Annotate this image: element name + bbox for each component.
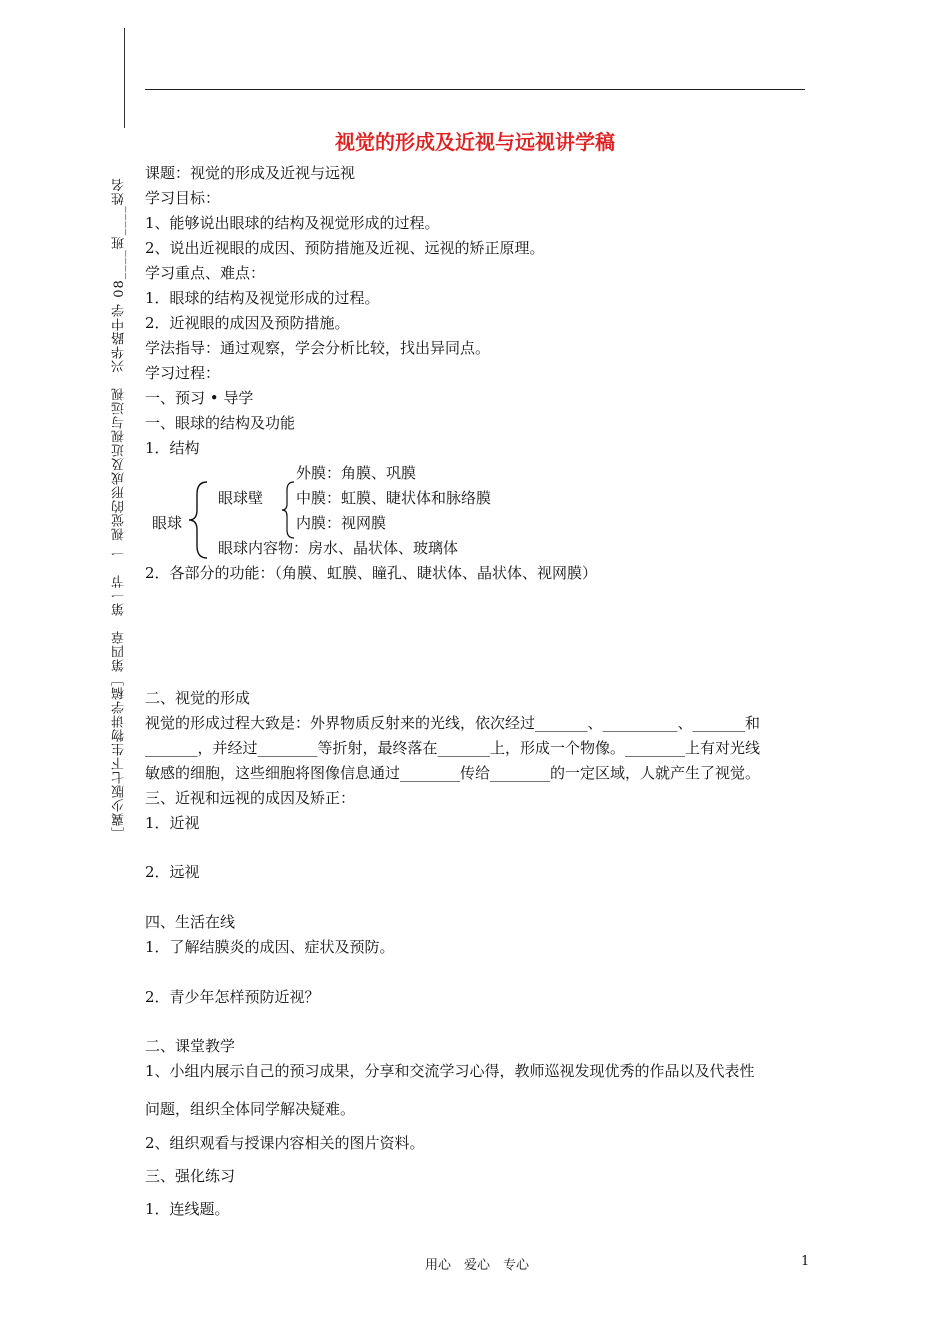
section-heading: 一、眼球的结构及功能 [145, 414, 296, 432]
key-point-item: 2．近视眼的成因及预防措施。 [145, 314, 350, 332]
vision-text-line: _______，并经过________等折射，最终落在_______上，形成一个物像。________上有对光线 [145, 739, 761, 757]
diagram-contents: 眼球内容物：房水、晶状体、玻璃体 [218, 539, 459, 557]
structure-label: 1．结构 [145, 439, 200, 457]
hyperopia-label: 2．远视 [145, 863, 200, 881]
section-heading: 三、强化练习 [145, 1167, 236, 1185]
process-heading: 学习过程： [145, 364, 221, 382]
class-item-continued: 问题，组织全体同学解决疑难。 [145, 1100, 356, 1118]
vision-text-line: 敏感的细胞，这些细胞将图像信息通过________传给________的一定区域，人就产生了视觉。 [145, 764, 761, 782]
myopia-label: 1．近视 [145, 814, 200, 832]
diagram-outer-layer: 外膜：角膜、巩膜 [296, 464, 417, 482]
binding-margin-label: ［冀少版七下生物讲学稿］第四章 第一节 一 视觉的形成及近视与远视 兴华路中学 08____班____姓名 [112, 177, 127, 840]
preview-heading: 一、预习 • 导学 [145, 389, 254, 407]
method-line: 学法指导：通过观察，学会分析比较，找出异同点。 [145, 339, 491, 357]
topic-line: 课题：视觉的形成及近视与远视 [145, 164, 356, 182]
goals-heading: 学习目标： [145, 189, 221, 207]
section-heading: 二、视觉的形成 [145, 689, 251, 707]
key-points-heading: 学习重点、难点： [145, 264, 266, 282]
binding-margin-text [108, 120, 132, 840]
binding-rule [124, 28, 125, 128]
diagram-wall-label: 眼球壁 [218, 489, 264, 507]
vision-text-line: 视觉的形成过程大致是：外界物质反射来的光线，依次经过_______、__________、_______和 [145, 714, 761, 732]
header-rule [145, 89, 805, 90]
diagram-inner-layer: 内膜：视网膜 [296, 514, 387, 532]
section-heading: 三、近视和远视的成因及矫正： [145, 789, 356, 807]
page-title: 视觉的形成及近视与远视讲学稿 [335, 130, 615, 154]
diagram-middle-layer: 中膜：虹膜、睫状体和脉络膜 [296, 489, 492, 507]
life-item: 1．了解结膜炎的成因、症状及预防。 [145, 938, 395, 956]
brace-icon [187, 480, 211, 560]
practice-item: 1．连线题。 [145, 1200, 230, 1218]
key-point-item: 1．眼球的结构及视觉形成的过程。 [145, 289, 380, 307]
goal-item: 2、说出近视眼的成因、预防措施及近视、远视的矫正原理。 [145, 239, 545, 257]
section-heading: 四、生活在线 [145, 913, 236, 931]
section-heading: 二、课堂教学 [145, 1037, 236, 1055]
goal-item: 1、能够说出眼球的结构及视觉形成的过程。 [145, 214, 440, 232]
functions-line: 2．各部分的功能：（角膜、虹膜、瞳孔、睫状体、晶状体、视网膜） [145, 564, 598, 582]
class-item: 2、组织观看与授课内容相关的图片资料。 [145, 1134, 425, 1152]
page-number: 1 [801, 1254, 810, 1269]
life-item: 2．青少年怎样预防近视？ [145, 988, 320, 1006]
diagram-eyeball-label: 眼球 [152, 514, 183, 532]
brace-icon [280, 480, 296, 540]
footer-motto: 用心 爱心 专心 [425, 1258, 530, 1273]
class-item: 1、小组内展示自己的预习成果，分享和交流学习心得，教师巡视发现优秀的作品以及代表性 [145, 1062, 755, 1080]
